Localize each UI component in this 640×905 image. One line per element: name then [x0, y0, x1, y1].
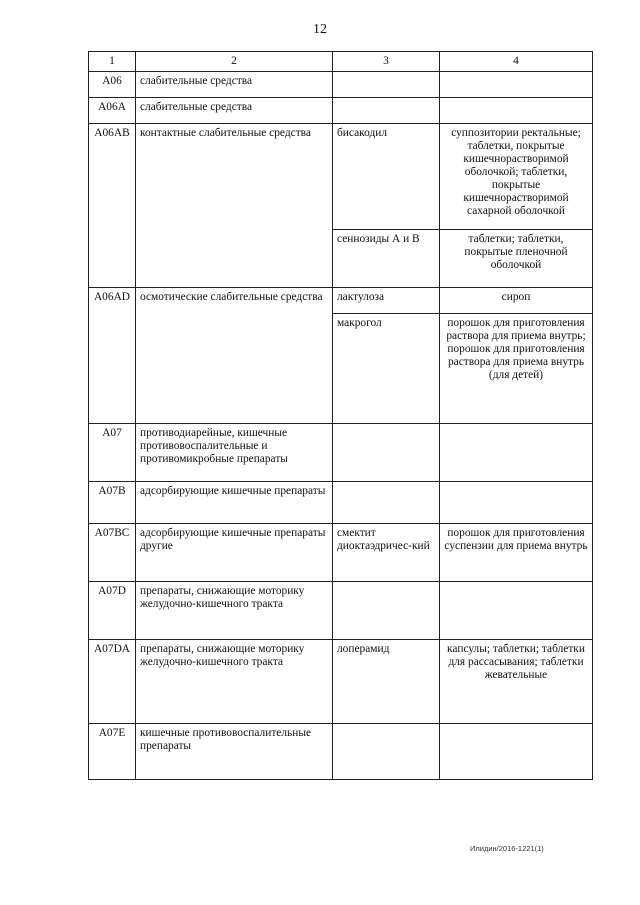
- dosage-form: порошок для приготовления суспензии для приема внутрь: [440, 524, 593, 582]
- group-name: контактные слабительные средства: [136, 124, 333, 288]
- column-header: 4: [440, 52, 593, 72]
- table-row: [89, 424, 593, 482]
- column-header: 1: [89, 52, 136, 72]
- atc-code: A07D: [89, 582, 136, 640]
- drug-name: смектит диоктаэдричес-кий: [333, 524, 440, 582]
- atc-code: A07E: [89, 724, 136, 780]
- dosage-form: таблетки; таблетки, покрытые пленочной оболочкой: [440, 230, 593, 288]
- atc-code: A07BC: [89, 524, 136, 582]
- group-name: адсорбирующие кишечные препараты: [136, 482, 333, 524]
- group-name: кишечные противовоспалительные препараты: [136, 724, 333, 780]
- drug-name: лоперамид: [333, 640, 440, 724]
- group-name: противодиарейные, кишечные противовоспалительные и противомикробные препараты: [136, 424, 333, 482]
- atc-code: A06: [89, 72, 136, 98]
- group-name: слабительные средства: [136, 98, 333, 124]
- footer-code: Илидин/2016-1221(1): [470, 844, 544, 853]
- group-name: препараты, снижающие моторику желудочно-кишечного тракта: [136, 640, 333, 724]
- page-number: 12: [313, 22, 327, 37]
- table-row: [89, 582, 593, 640]
- table-row: [89, 524, 593, 582]
- drug-name: бисакодил: [333, 124, 440, 230]
- dosage-form: капсулы; таблетки; таблетки для рассасывания; таблетки жевательные: [440, 640, 593, 724]
- group-name: слабительные средства: [136, 72, 333, 98]
- table-row: [89, 288, 593, 314]
- group-name: препараты, снижающие моторику желудочно-кишечного тракта: [136, 582, 333, 640]
- group-name: адсорбирующие кишечные препараты другие: [136, 524, 333, 582]
- atc-code: A07: [89, 424, 136, 482]
- dosage-form: сироп: [440, 288, 593, 314]
- table-row: [89, 482, 593, 524]
- column-header: 3: [333, 52, 440, 72]
- table-header-row: [89, 52, 593, 72]
- dosage-form: порошок для приготовления раствора для приема внутрь; порошок для приготовления раствора для приема внутрь (для детей): [440, 314, 593, 424]
- drug-name: лактулоза: [333, 288, 440, 314]
- column-header: 2: [136, 52, 333, 72]
- atc-code: A06AB: [89, 124, 136, 288]
- table-row: [89, 98, 593, 124]
- drug-name: сеннозиды А и В: [333, 230, 440, 288]
- table-row: [89, 72, 593, 98]
- atc-code: A07DA: [89, 640, 136, 724]
- table-row: [89, 724, 593, 780]
- dosage-form: суппозитории ректальные; таблетки, покрытые кишечнорастворимой оболочкой; таблетки, покрытые кишечнорастворимой сахарной оболочкой: [440, 124, 593, 230]
- atc-code: A07B: [89, 482, 136, 524]
- atc-code: A06AD: [89, 288, 136, 424]
- drug-name: макрогол: [333, 314, 440, 424]
- group-name: осмотические слабительные средства: [136, 288, 333, 424]
- atc-code: A06A: [89, 98, 136, 124]
- drug-table: [88, 51, 593, 780]
- table-row: [89, 124, 593, 230]
- table-row: [89, 640, 593, 724]
